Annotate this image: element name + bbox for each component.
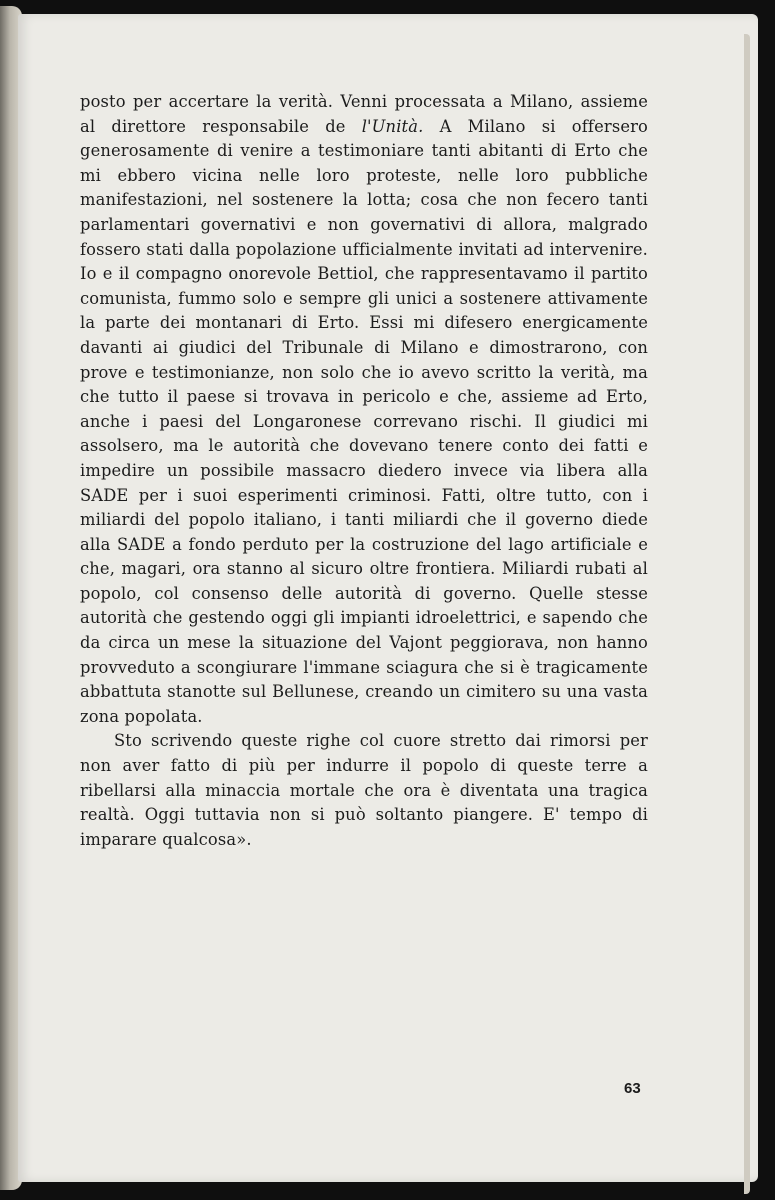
paragraph-1-start: posto per accertare la verità. Venni processata a Milano, assieme al direttore responsabile de [80,92,648,136]
right-page-edge [744,34,750,1194]
page-number: 63 [624,1080,641,1097]
body-text [80,90,648,852]
newspaper-title: l'Unità. [361,116,424,136]
paragraph-1-rest: A Milano si offersero generosamente di venire a testimoniare tanti abitanti di Erto che mi ebbero vicina nelle loro proteste, nelle loro pubbliche manifestazioni, nel sostenere la lotta; cosa che non fecero tanti parlamentari governativi e non governativi di allora, malgrado fossero stati dalla popolazione ufficialmente invitati ad intervenire. Io e il compagno onorevole Bettiol, che rappresentavamo il partito comunista, fummo solo e sempre gli unici a sostenere attivamente la parte dei montanari di Erto. Essi mi difesero energicamente davanti ai giudici del Tribunale di Milano e dimostrarono, con prove e testimonianze, non solo che io avevo scritto la verità, ma che tutto il paese si trovava in pericolo e che, assieme ad Erto, anche i paesi del Longaronese correvano rischi. Il giudici mi assolsero, ma le autorità che dovevano tenere conto dei fatti e impedire un possibile massacro diedero invece via libera alla SADE per i suoi esperimenti criminosi. Fatti, oltre tutto, con i miliardi del popolo italiano, i tanti miliardi che il governo diede alla SADE a fondo perduto per la costruzione del lago artificiale e che, magari, ora stanno al sicuro oltre frontiera. Miliardi rubati al popolo, col consenso delle autorità di governo. Quelle stesse autorità che gestendo oggi gli impianti idroelettrici, e sapendo che da circa un mese la situazione del Vajont peggiorava, non hanno provveduto a scongiurare l'immane sciagura che si è tragicamente abbattuta stanotte sul Bellunese, creando un cimitero su una vasta zona popolata. [80,116,648,726]
paragraph-1 [80,90,648,729]
page-sheet [18,14,758,1182]
paragraph-2: Sto scrivendo queste righe col cuore stretto dai rimorsi per non aver fatto di più per indurre il popolo di queste terre a ribellarsi alla minaccia mortale che ora è diventata una tragica realtà. Oggi tuttavia non si può soltanto piangere. E' tempo di imparare qualcosa». [80,731,648,849]
